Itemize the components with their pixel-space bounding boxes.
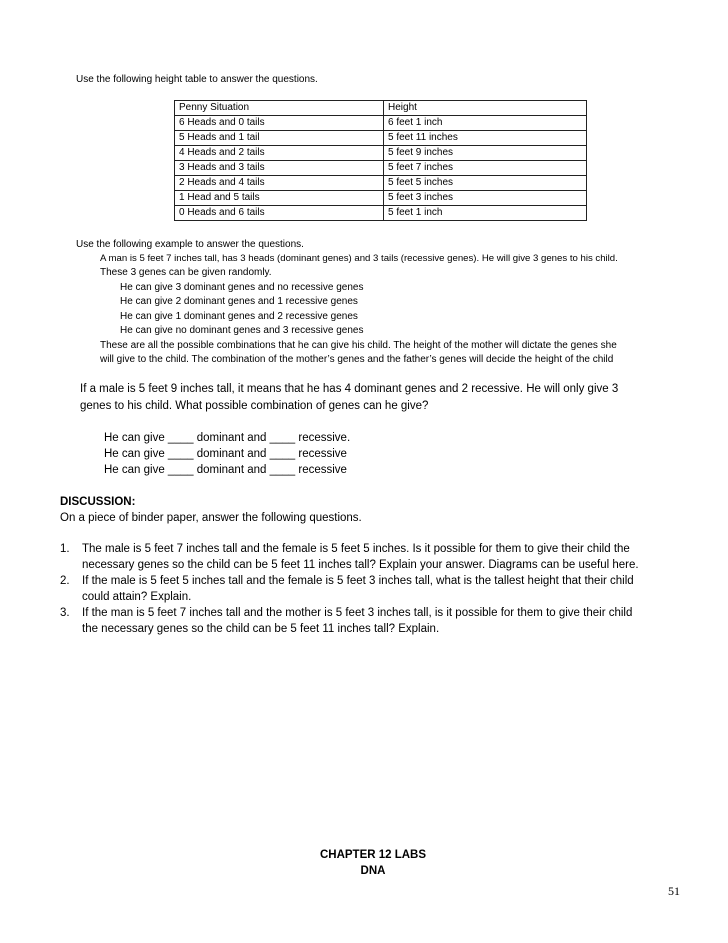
example-option: He can give 3 dominant genes and no recessive genes [120, 282, 364, 293]
table-header-cell: Penny Situation [175, 101, 384, 116]
table-row [175, 146, 587, 161]
discussion-question: The male is 5 feet 7 inches tall and the female is 5 feet 5 inches. Is it possible for them to give their child the [82, 543, 630, 555]
discussion-question: could attain? Explain. [82, 591, 192, 603]
table-cell: 5 feet 5 inches [384, 176, 587, 191]
table-cell: 4 Heads and 2 tails [175, 146, 384, 161]
table-cell: 0 Heads and 6 tails [175, 206, 384, 221]
example-line: These are all the possible combinations that he can give his child. The height of the mother will dictate the genes she [100, 340, 617, 351]
chapter-title: CHAPTER 12 LABS [319, 849, 427, 861]
example-option: He can give no dominant genes and 3 recessive genes [120, 325, 364, 336]
example-intro: Use the following example to answer the questions. [76, 239, 304, 250]
discussion-heading: DISCUSSION: [60, 496, 136, 508]
table-row [175, 206, 587, 221]
answer-blank-line: He can give ____ dominant and ____ recessive [104, 464, 347, 476]
discussion-number: 2. [60, 575, 70, 587]
table-cell: 6 feet 1 inch [384, 116, 587, 131]
question-line: genes to his child. What possible combination of genes can he give? [80, 400, 429, 412]
example-option: He can give 1 dominant genes and 2 recessive genes [120, 311, 358, 322]
height-table [174, 100, 587, 221]
table-cell: 1 Head and 5 tails [175, 191, 384, 206]
table-header-row [175, 101, 587, 116]
table-cell: 5 feet 9 inches [384, 146, 587, 161]
table-row [175, 161, 587, 176]
table-cell: 3 Heads and 3 tails [175, 161, 384, 176]
table-cell: 5 feet 3 inches [384, 191, 587, 206]
example-line: A man is 5 feet 7 inches tall, has 3 heads (dominant genes) and 3 tails (recessive genes). He will give 3 genes to his child. [100, 253, 618, 264]
discussion-question: necessary genes so the child can be 5 feet 11 inches tall? Explain your answer. Diagrams can be useful here. [82, 559, 639, 571]
table-row [175, 116, 587, 131]
table-header-cell: Height [384, 101, 587, 116]
page-number: 51 [668, 884, 680, 898]
answer-blank-line: He can give ____ dominant and ____ recessive. [104, 432, 351, 444]
discussion-question: If the man is 5 feet 7 inches tall and the mother is 5 feet 3 inches tall, is it possible for them to give their child [82, 607, 633, 619]
example-line: will give to the child. The combination of the mother’s genes and the father’s genes will decide the height of the child [100, 354, 614, 365]
discussion-question: If the male is 5 feet 5 inches tall and the female is 5 feet 3 inches tall, what is the tallest height that their child [82, 575, 634, 587]
table-cell: 5 feet 1 inch [384, 206, 587, 221]
table-row [175, 176, 587, 191]
answer-blank-line: He can give ____ dominant and ____ recessive [104, 448, 347, 460]
table-cell: 5 feet 7 inches [384, 161, 587, 176]
question-line: If a male is 5 feet 9 inches tall, it means that he has 4 dominant genes and 2 recessive. He will only give 3 [80, 383, 619, 395]
discussion-instruction: On a piece of binder paper, answer the following questions. [60, 512, 362, 524]
example-option: He can give 2 dominant genes and 1 recessive genes [120, 296, 358, 307]
discussion-number: 3. [60, 607, 70, 619]
discussion-number: 1. [60, 543, 70, 555]
table-row [175, 131, 587, 146]
table-cell: 2 Heads and 4 tails [175, 176, 384, 191]
table-cell: 6 Heads and 0 tails [175, 116, 384, 131]
discussion-question: the necessary genes so the child can be 5 feet 11 inches tall? Explain. [82, 623, 440, 635]
table-cell: 5 feet 11 inches [384, 131, 587, 146]
table-cell: 5 Heads and 1 tail [175, 131, 384, 146]
chapter-subtitle: DNA [360, 865, 386, 877]
table-row [175, 191, 587, 206]
example-line: These 3 genes can be given randomly. [100, 267, 272, 278]
table-intro: Use the following height table to answer the questions. [76, 74, 318, 85]
